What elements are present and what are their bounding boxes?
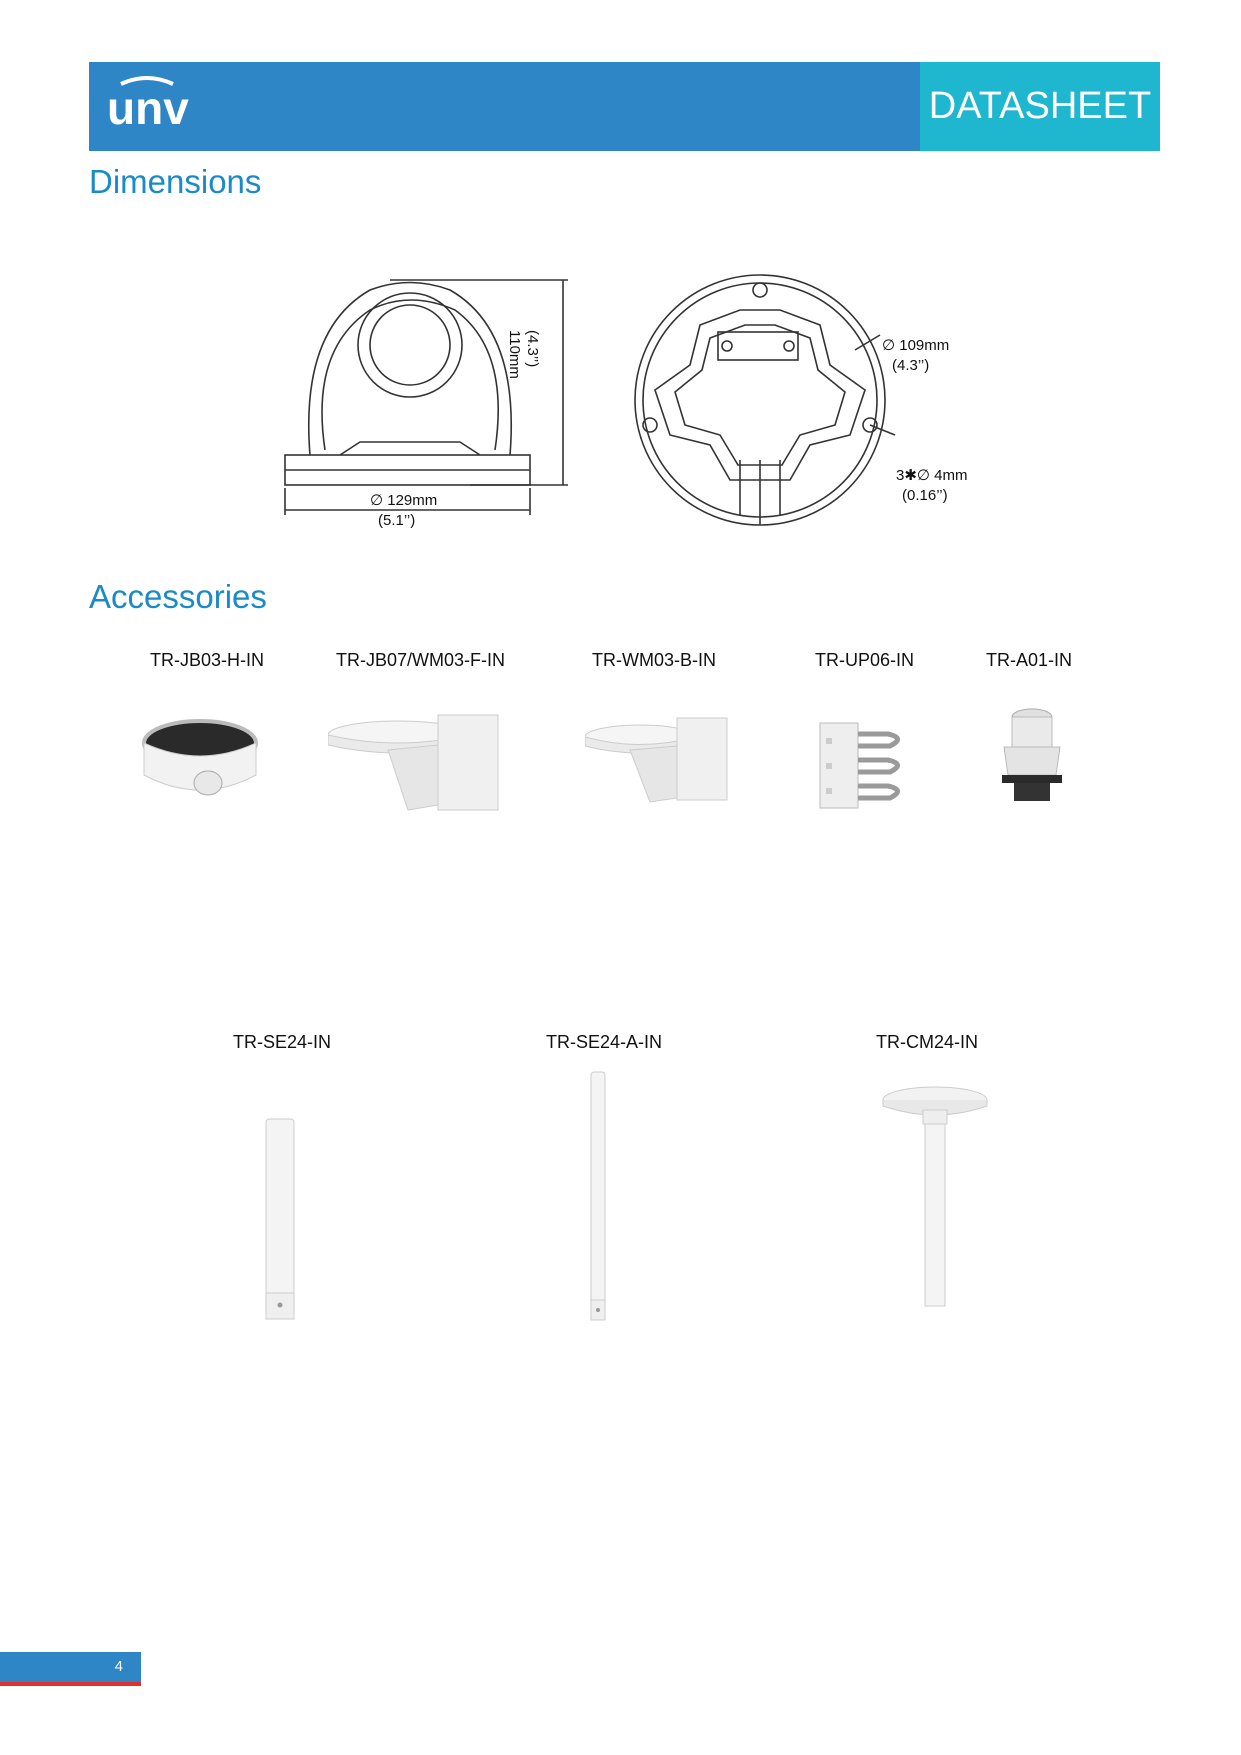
page-number: 4 [0, 1652, 141, 1682]
ceiling-mount-image [880, 1082, 990, 1317]
pole-se24-a-image [586, 1070, 610, 1330]
dimensions-title: Dimensions [89, 163, 262, 200]
datasheet-tag: DATASHEET [920, 62, 1160, 151]
height-in: (4.3’’) [524, 330, 541, 368]
wall-mount-b-image [585, 712, 735, 812]
hole-mm: 3✱∅ 4mm [896, 467, 968, 484]
accessories-title: Accessories [89, 578, 267, 615]
accessory-label: TR-CM24-IN [876, 1032, 978, 1052]
mount-diameter-in: (4.3’’) [892, 357, 930, 374]
accessory-label: TR-UP06-IN [815, 650, 915, 670]
dimension-drawing [270, 270, 970, 545]
waterproof-connector-image [992, 705, 1072, 810]
accessory-label: TR-WM03-B-IN [592, 650, 716, 670]
width-in: (5.1’’) [378, 512, 416, 529]
wall-mount-f-image [328, 705, 508, 820]
accessory-label: TR-JB03-H-IN [150, 650, 265, 670]
mount-diameter-mm: ∅ 109mm [882, 337, 950, 354]
hole-in: (0.16’’) [902, 487, 948, 504]
pole-se24-image [262, 1115, 298, 1330]
accessory-label: TR-JB07/WM03-F-IN [336, 650, 506, 670]
accessory-label: TR-SE24-A-IN [546, 1032, 663, 1052]
height-mm: 110mm [506, 330, 523, 379]
width-mm: ∅ 129mm [370, 492, 438, 509]
junction-box-image [140, 715, 260, 810]
pole-mount-adapter-image [818, 718, 908, 818]
unv-logo [107, 76, 217, 141]
accessory-label: TR-A01-IN [986, 650, 1073, 670]
brand-text: unv [107, 82, 189, 134]
accessory-label: TR-SE24-IN [233, 1032, 332, 1052]
header-bar [89, 62, 1160, 151]
footer-accent-line [0, 1682, 141, 1686]
